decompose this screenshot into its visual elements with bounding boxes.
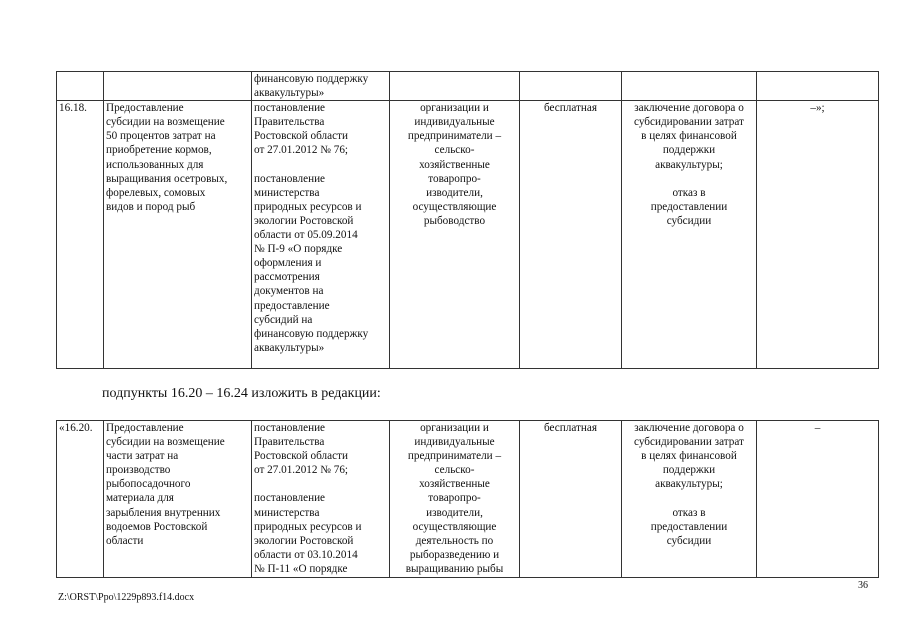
cell-basis: постановление Правительства Ростовской области от 27.01.2012 № 76; постановление министерства природных ресурсов и экологии Ростовской области от 05.09.2014 № П-9 «О порядке оформления и рассмотрения документов на предоставление субсидий на финансовую поддержку аквакультуры» [252, 101, 390, 369]
cell-num: 16.18. [57, 101, 104, 369]
cell-recipients [390, 72, 520, 101]
cell-result: заключение договора о субсидировании затрат в целях финансовой поддержки аквакультуры; отказ в предоставлении субсидии [622, 101, 757, 369]
cell-last: – [757, 421, 879, 578]
file-path: Z:\ORST\Ppo\1229p893.f14.docx [58, 592, 195, 603]
cell-payment: бесплатная [520, 421, 622, 578]
cell-basis: постановление Правительства Ростовской области от 27.01.2012 № 76; постановление министерства природных ресурсов и экологии Ростовской области от 03.10.2014 № П-11 «О порядке [252, 421, 390, 578]
cell-recipients: организации и индивидуальные предприниматели – сельско- хозяйственные товаропро- изводители, осуществляющие деятельность по рыборазведению и выращиванию рыбы [390, 421, 520, 578]
cell-name: Предоставление субсидии на возмещение 50 процентов затрат на приобретение кормов, использованных для выращивания осетровых, форелевых, сомовых видов и пород рыб [104, 101, 252, 369]
cell-name: Предоставление субсидии на возмещение части затрат на производство рыбопосадочного материала для зарыбления внутренних водоемов Ростовской области [104, 421, 252, 578]
cell-last [757, 72, 879, 101]
cell-num [57, 72, 104, 101]
cell-result [622, 72, 757, 101]
table-bottom [56, 420, 879, 578]
cell-last: –»; [757, 101, 879, 369]
table-row [57, 101, 879, 369]
page-number: 36 [858, 580, 868, 591]
table-row [57, 72, 879, 101]
cell-basis: финансовую поддержку аквакультуры» [252, 72, 390, 101]
table-row [57, 421, 879, 578]
cell-payment [520, 72, 622, 101]
paragraph-text: подпункты 16.20 – 16.24 изложить в редакции: [102, 386, 381, 401]
cell-recipients: организации и индивидуальные предприниматели – сельско- хозяйственные товаропро- изводители, осуществляющие рыбоводство [390, 101, 520, 369]
cell-num: «16.20. [57, 421, 104, 578]
cell-result: заключение договора о субсидировании затрат в целях финансовой поддержки аквакультуры; отказ в предоставлении субсидии [622, 421, 757, 578]
cell-payment: бесплатная [520, 101, 622, 369]
cell-name [104, 72, 252, 101]
table-top [56, 71, 879, 369]
